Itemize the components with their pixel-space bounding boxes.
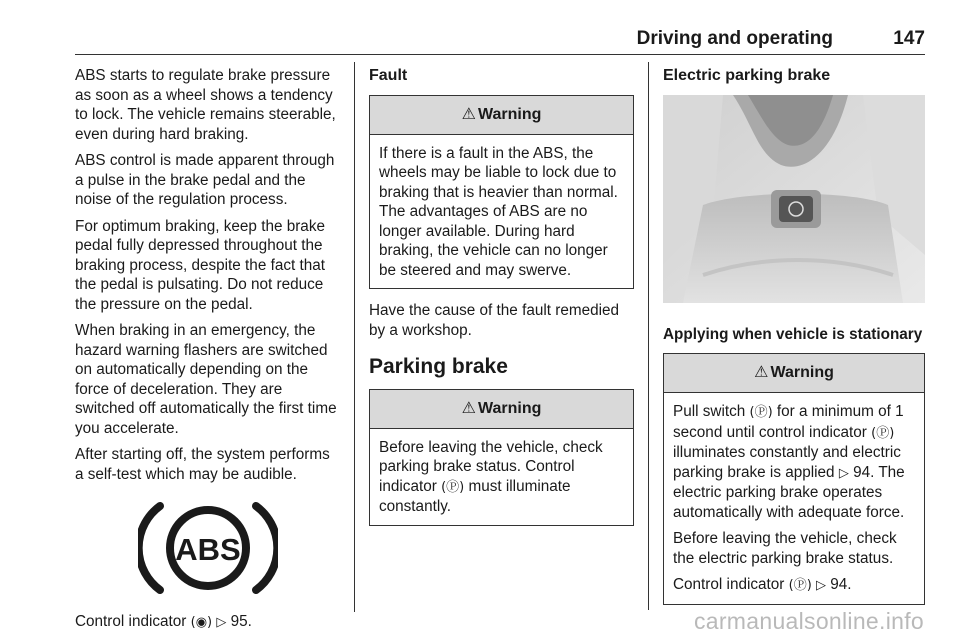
warning-box: [369, 389, 634, 526]
column-1: [75, 66, 340, 640]
parking-brake-heading: Parking brake: [369, 355, 508, 378]
abs-label: ABS: [174, 532, 241, 567]
warning-body: [664, 393, 924, 604]
warning-title: Warning: [770, 364, 834, 382]
console-photo-illustration: [663, 95, 925, 303]
paragraph: When braking in an emergency, the hazard warning flashers are switched on automatically depending on the force of deceleration. They are switched off automatically the first time you accelerate.: [75, 322, 337, 437]
parking-brake-icon: (Ⓟ): [441, 479, 465, 495]
caption-text: Control indicator: [75, 613, 187, 630]
warning-header: [664, 354, 924, 393]
abs-icon: [138, 498, 278, 598]
warning-box: [369, 95, 634, 290]
warning-body: [370, 135, 633, 289]
warning-text-part: The electric parking brake operates automatically with adequate force.: [673, 463, 905, 521]
page-reference: 94.: [830, 576, 852, 593]
parking-brake-switch-photo: [663, 95, 925, 303]
warning-header: [370, 390, 633, 429]
warning-triangle-icon: ⚠: [461, 399, 476, 417]
warning-text-part: Before leaving the vehicle, check parking brake status. Control indicator: [379, 438, 603, 495]
warning-triangle-icon: ⚠: [754, 364, 769, 382]
warning-text-part: must illuminate constantly.: [379, 477, 571, 515]
page-number: 147: [893, 28, 925, 49]
page-header: [75, 28, 925, 52]
paragraph: ABS starts to regulate brake pressure as soon as a wheel shows a tendency to lock. The vehicle remains steerable, even during hard braking.: [75, 67, 336, 143]
warning-text: [673, 402, 915, 522]
parking-brake-icon: (Ⓟ): [749, 405, 773, 420]
warning-text-part: illuminates constantly and electric parking brake is applied: [673, 444, 901, 481]
watermark: carmanualsonline.info: [693, 608, 924, 634]
paragraph: ABS control is made apparent through a pulse in the brake pedal and the noise of the regulation process.: [75, 152, 335, 208]
paragraph: Have the cause of the fault remedied by a workshop.: [369, 302, 620, 339]
page-ref-arrow-icon: ▷: [816, 578, 827, 593]
warning-title: Warning: [477, 105, 542, 123]
warning-triangle-icon: ⚠: [461, 105, 476, 123]
abs-caption: [75, 612, 340, 633]
column-2: [369, 66, 634, 538]
paragraph: For optimum braking, keep the brake pedal fully depressed throughout the braking process, despite the fact that the pedal is pulsating. Do not reduce the pressure on the pedal.: [75, 217, 325, 313]
warning-text-part: Control indicator: [673, 576, 785, 593]
warning-text: If there is a fault in the ABS, the wheels may be liable to lock due to braking that is heavier than normal. The advantages of ABS are no longer available. During hard braking, the vehicle can no longer be steered and may swerve.: [379, 144, 618, 279]
header-rule: [75, 54, 925, 55]
warning-body: [370, 429, 633, 525]
warning-text: Before leaving the vehicle, check the electric parking brake status.: [673, 530, 897, 567]
abs-icon: (◉): [190, 615, 213, 630]
warning-title: Warning: [477, 399, 542, 417]
warning-text-part: Pull switch: [673, 403, 746, 420]
warning-text: [673, 575, 915, 596]
electric-parking-brake-heading: Electric parking brake: [663, 67, 831, 84]
column-3: [663, 66, 925, 617]
page-reference: 95.: [230, 613, 252, 630]
parking-brake-icon: (Ⓟ): [871, 425, 895, 441]
applying-subheading: Applying when vehicle is stationary: [663, 325, 923, 343]
paragraph: After starting off, the system performs a self-test which may be audible.: [75, 446, 330, 483]
warning-header: [370, 96, 633, 135]
warning-text: [379, 438, 624, 517]
column-divider-1: [354, 62, 355, 612]
column-divider-2: [648, 62, 649, 610]
page-ref-arrow-icon: ▷: [216, 615, 227, 630]
page-title: Driving and operating: [636, 28, 833, 49]
page-reference: 94.: [853, 463, 875, 481]
parking-brake-icon: (Ⓟ): [788, 578, 812, 593]
warning-text-part: for a minimum of 1 second until control indicator: [673, 403, 904, 441]
abs-indicator-image: [75, 494, 340, 602]
page-ref-arrow-icon: ▷: [838, 465, 849, 481]
warning-box: [663, 353, 925, 605]
fault-heading: Fault: [369, 67, 408, 84]
